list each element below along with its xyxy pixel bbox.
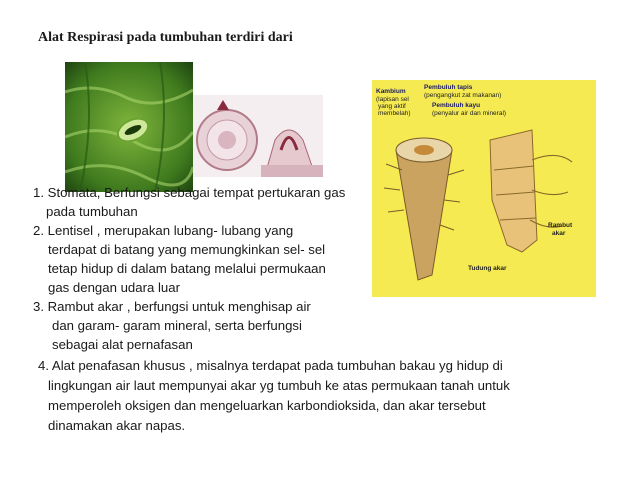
stomata-image xyxy=(65,62,193,192)
item-3-line-1: 3. Rambut akar , berfungsi untuk menghisap air xyxy=(33,299,311,314)
item-4-line-2: lingkungan air laut mempunyai akar yg tumbuh ke atas permukaan tanah untuk xyxy=(48,378,510,393)
item-4-line-4: dinamakan akar napas. xyxy=(48,418,186,433)
root-diagram xyxy=(372,80,596,297)
item-1-line-1: 1. Stomata, Berfungsi sebagai tempat pertukaran gas xyxy=(33,185,346,200)
lentisel-image xyxy=(193,95,323,177)
label-kambium-sub2: yang aktif xyxy=(378,103,406,110)
item-3-line-3: sebagai alat pernafasan xyxy=(52,337,193,352)
item-4-line-3: memperoleh oksigen dan mengeluarkan karbondioksida, dan akar tersebut xyxy=(48,398,486,413)
label-kambium-sub1: (lapisan sel xyxy=(376,96,409,103)
label-pembuluh-kayu: Pembuluh kayu xyxy=(432,102,481,109)
label-kambium: Kambium xyxy=(376,88,406,95)
item-4-line-1: 4. Alat penafasan khusus , misalnya terdapat pada tumbuhan bakau yg hidup di xyxy=(38,358,503,373)
item-1-line-2: pada tumbuhan xyxy=(46,204,138,219)
label-pembuluh-kayu-sub: (penyalur air dan mineral) xyxy=(432,110,507,117)
label-pembuluh-tapis-sub: (pengangkut zat makanan) xyxy=(424,92,502,99)
label-pembuluh-tapis: Pembuluh tapis xyxy=(424,84,473,91)
item-2-line-4: gas dengan udara luar xyxy=(48,280,180,295)
item-2-line-2: terdapat di batang yang memungkinkan sel- sel xyxy=(48,242,326,257)
item-3-line-2: dan garam- garam mineral, serta berfungsi xyxy=(52,318,302,333)
label-tudung-akar: Tudung akar xyxy=(468,265,507,272)
label-rambut-akar: Rambut xyxy=(548,222,573,229)
item-2-line-1: 2. Lentisel , merupakan lubang- lubang yang xyxy=(33,223,294,238)
label-kambium-sub3: membelah) xyxy=(378,110,411,117)
item-2-line-3: tetap hidup di dalam batang melalui permukaan xyxy=(48,261,326,276)
slide-title: Alat Respirasi pada tumbuhan terdiri dari xyxy=(38,30,293,45)
label-rambut-akar-2: akar xyxy=(552,230,566,237)
